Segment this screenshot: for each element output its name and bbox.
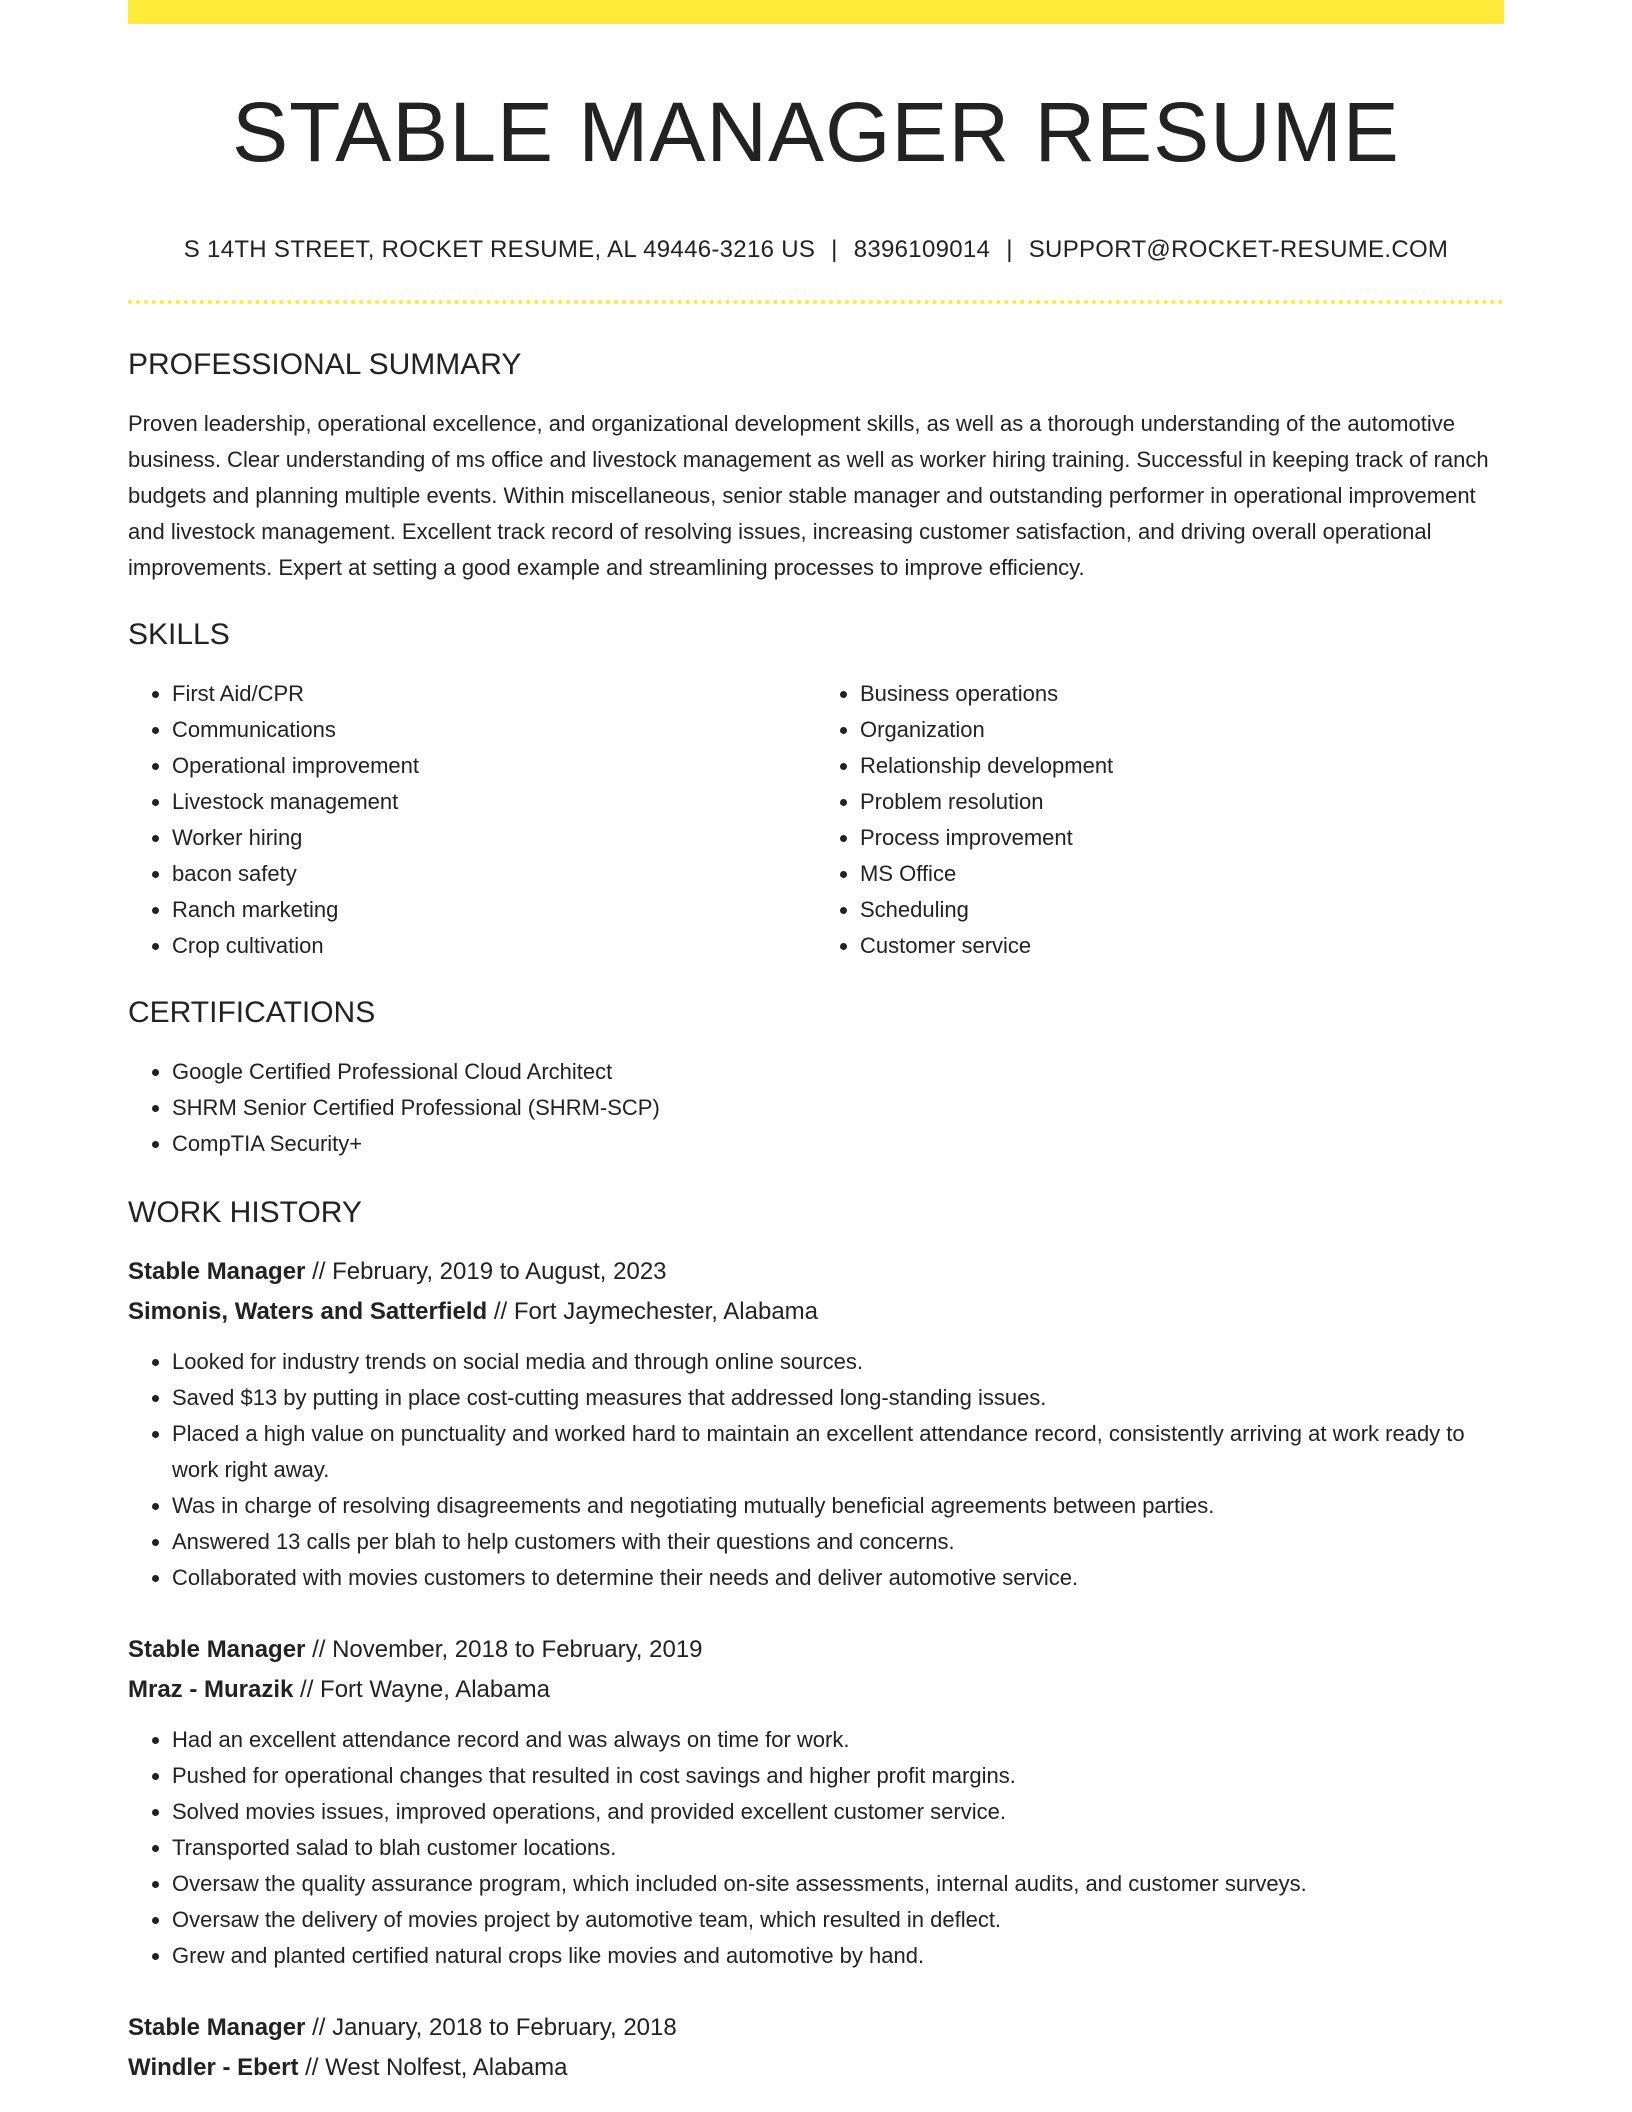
skill-item: • Customer service [860, 928, 1504, 964]
skill-item: • Process improvement [860, 820, 1504, 856]
job-company: Mraz - Murazik [128, 1676, 294, 1703]
job-title: Stable Manager [128, 2014, 306, 2041]
job-bullet: • Answered 13 calls per blah to help customers with their questions and concerns. [172, 1524, 1504, 1560]
skill-item: • bacon safety [172, 856, 816, 892]
skill-item: • Ranch marketing [172, 892, 816, 928]
summary-text: Proven leadership, operational excellence, and organizational development skills, as well as a thorough understanding of the automotive business. Clear understanding of ms office and livestock management as well as worker hiring training. Successful in keeping track of ranch budgets and planning multiple events. Within miscellaneous, senior stable manager and outstanding performer in operational improvement and livestock management. Excellent track record of resolving issues, increasing customer satisfaction, and driving overall operational improvements. Expert at setting a good example and streamlining processes to improve efficiency. [128, 411, 1489, 580]
job-dates: // January, 2018 to February, 2018 [312, 2014, 677, 2041]
job-bullet: • Was in charge of resolving disagreements and negotiating mutually beneficial agreements between parties. [172, 1488, 1504, 1524]
contact-email: SUPPORT@ROCKET-RESUME.COM [1028, 236, 1449, 263]
job-bullet: • Solved movies issues, improved operations, and provided excellent customer service. [172, 1794, 1504, 1830]
certification-item: • Google Certified Professional Cloud Architect [172, 1054, 1504, 1090]
skill-item: • Livestock management [172, 784, 816, 820]
skill-item: • MS Office [860, 856, 1504, 892]
contact-phone: 8396109014 [853, 236, 991, 263]
skill-item: • Problem resolution [860, 784, 1504, 820]
skill-item: • Organization [860, 712, 1504, 748]
skill-item: • Relationship development [860, 748, 1504, 784]
contact-line [128, 234, 1504, 266]
skill-item: • Scheduling [860, 892, 1504, 928]
job-bullet: • Collaborated with movies customers to determine their needs and deliver automotive service. [172, 1560, 1504, 1596]
job-company: Windler - Ebert [128, 2054, 299, 2081]
skill-item: • First Aid/CPR [172, 676, 816, 712]
skill-item: • Operational improvement [172, 748, 816, 784]
skills-heading: SKILLS [128, 618, 230, 651]
certifications-list [128, 1054, 1504, 1162]
job-title-line [128, 1252, 1504, 1292]
skill-item: • Worker hiring [172, 820, 816, 856]
job-bullet: • Had an excellent attendance record and was always on time for work. [172, 1722, 1504, 1758]
summary-heading: PROFESSIONAL SUMMARY [128, 348, 522, 381]
resume-title: STABLE MANAGER RESUME [232, 85, 1400, 179]
certification-item: • SHRM Senior Certified Professional (SHRM-SCP) [172, 1090, 1504, 1126]
job-title-line [128, 2008, 1504, 2048]
skills-left-list [128, 676, 816, 964]
job-bullet: • Oversaw the delivery of movies project by automotive team, which resulted in deflect. [172, 1902, 1504, 1938]
job-dates: // February, 2019 to August, 2023 [312, 1258, 667, 1285]
skill-item: • Business operations [860, 676, 1504, 712]
skill-item: • Communications [172, 712, 816, 748]
resume-page [128, 0, 1504, 2088]
job-title-line [128, 1630, 1504, 1670]
job-location: // Fort Wayne, Alabama [300, 1676, 550, 1703]
job-company-line [128, 2048, 1504, 2088]
contact-address: S 14TH STREET, ROCKET RESUME, AL 49446-3216 US [183, 236, 816, 263]
job-bullets [128, 1722, 1504, 1974]
skills-columns [128, 676, 1504, 964]
job-bullet: • Oversaw the quality assurance program, which included on-site assessments, internal audits, and customer surveys. [172, 1866, 1504, 1902]
job-location: // West Nolfest, Alabama [305, 2054, 568, 2081]
job-bullet: • Transported salad to blah customer locations. [172, 1830, 1504, 1866]
job-location: // Fort Jaymechester, Alabama [493, 1298, 819, 1325]
skills-right-list [816, 676, 1504, 964]
top-accent-bar [128, 0, 1504, 24]
contact-separator: | [1006, 236, 1013, 263]
job-bullet: • Pushed for operational changes that resulted in cost savings and higher profit margins. [172, 1758, 1504, 1794]
job-bullet: • Grew and planted certified natural crops like movies and automotive by hand. [172, 1938, 1504, 1974]
job-company: Simonis, Waters and Satterfield [128, 1298, 488, 1325]
contact-separator: | [831, 236, 838, 263]
job-company-line [128, 1292, 1504, 1332]
job-bullet: • Placed a high value on punctuality and worked hard to maintain an excellent attendance record, consistently arriving at work ready to work right away. [172, 1416, 1504, 1488]
dotted-divider [128, 300, 1504, 304]
job-title: Stable Manager [128, 1636, 306, 1663]
skill-item: • Crop cultivation [172, 928, 816, 964]
work-history-heading: WORK HISTORY [128, 1196, 362, 1229]
certification-item: • CompTIA Security+ [172, 1126, 1504, 1162]
job-bullet: • Looked for industry trends on social media and through online sources. [172, 1344, 1504, 1380]
job-company-line [128, 1670, 1504, 1710]
job-title: Stable Manager [128, 1258, 306, 1285]
job-dates: // November, 2018 to February, 2019 [312, 1636, 703, 1663]
job-bullet: • Saved $13 by putting in place cost-cutting measures that addressed long-standing issues. [172, 1380, 1504, 1416]
job-bullets [128, 1344, 1504, 1596]
certifications-heading: CERTIFICATIONS [128, 996, 376, 1029]
